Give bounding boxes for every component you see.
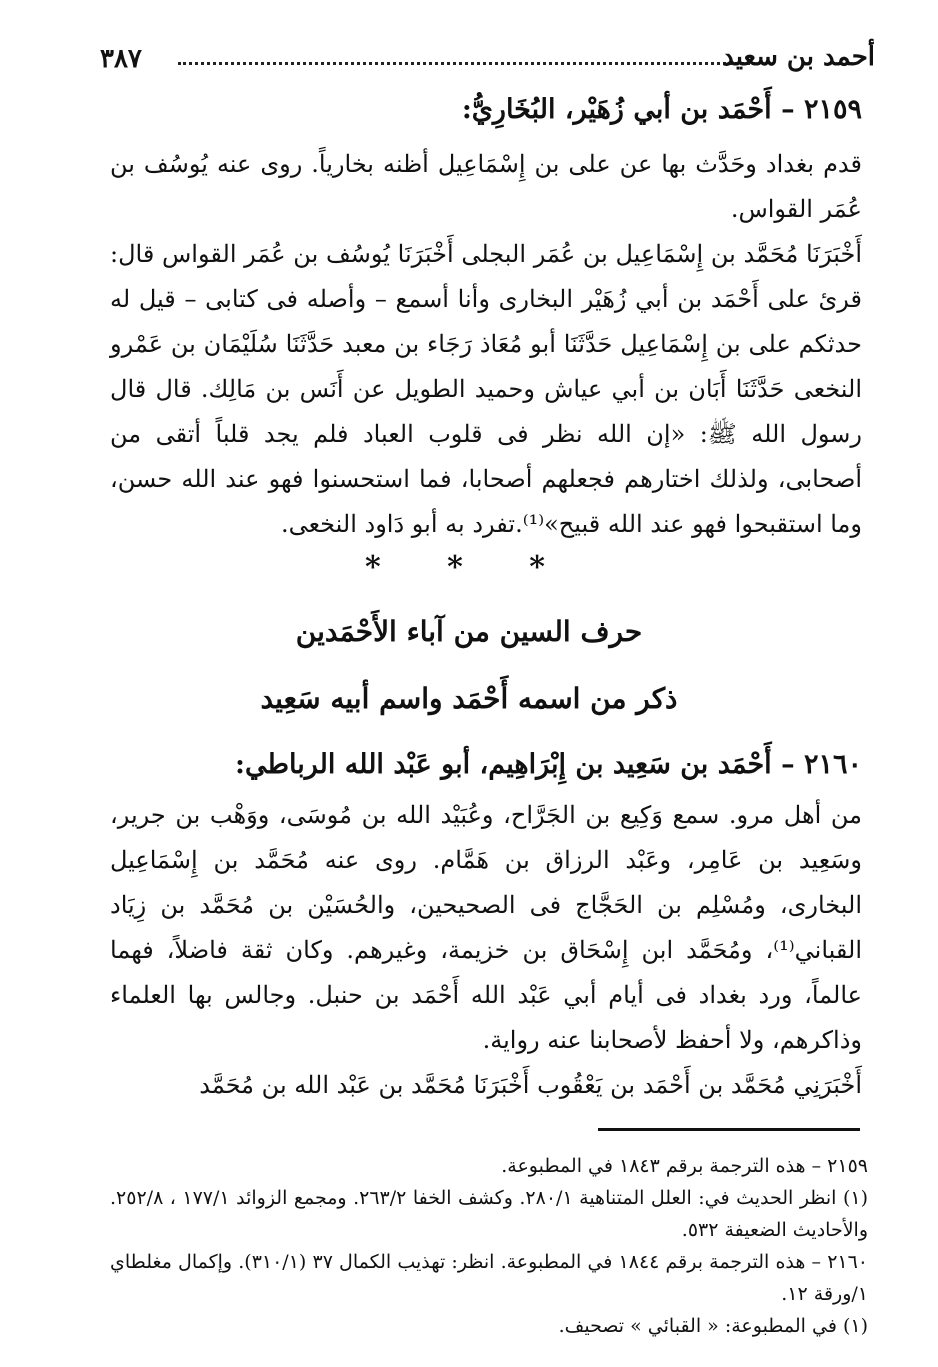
footnote: ٢١٦٠ – هذه الترجمة برقم ١٨٤٤ في المطبوعة. انظر: تهذيب الكمال ٣٧ (٣١٠/١). وإكمال مغلطاي ١/ورقة ١٢. <box>110 1251 869 1305</box>
footnote: (١) انظر الحديث في: العلل المتناهية ٢٨٠/١. وكشف الخفا ٢٦٣/٢. ومجمع الزوائد ١٧٧/١ ، ٢٥٢/٨. والأحاديث الضعيفة ٥٣٢. <box>110 1187 868 1241</box>
footnote: ٢١٥٩ – هذه الترجمة برقم ١٨٤٣ في المطبوعة. <box>501 1155 868 1177</box>
entry-title: ٢١٦٠ – أَحْمَد بن سَعِيد بن إِبْرَاهِيم، أبو عَبْد الله الرباطي: <box>235 749 862 780</box>
entry-body <box>110 793 862 1108</box>
page-number: ٣٨٧ <box>100 44 142 74</box>
entry-2160 <box>110 745 862 1108</box>
footnote: (١) في المطبوعة: « القبائي » تصحيف. <box>558 1315 868 1337</box>
sub-heading: ذكر من اسمه أَحْمَد واسم أبيه سَعِيد <box>260 682 678 715</box>
section-heading: حرف السين من آباء الأَحْمَدين <box>295 615 643 648</box>
header-dot-leader <box>178 62 755 65</box>
section-separator: * * * <box>365 550 573 585</box>
paragraph: أَخْبَرَنِي مُحَمَّد بن أَحْمَد بن يَعْقُوب أَخْبَرَنَا مُحَمَّد بن عَبْد الله بن مُحَمَّد <box>199 1071 862 1099</box>
entry-title: ٢١٥٩ – أَحْمَد بن أبي زُهَيْر، البُخَارِيُّ: <box>461 94 862 125</box>
footnote-rule <box>598 1128 860 1131</box>
running-title: أحمد بن سعيد <box>722 42 875 72</box>
page-header <box>100 40 875 80</box>
footnotes <box>110 1150 868 1342</box>
entry-body <box>110 142 862 547</box>
entry-2159 <box>110 90 862 547</box>
paragraph: قدم بغداد وحَدَّث بها عن على بن إِسْمَاعِيل أظنه بخارياً. روى عنه يُوسُف بن عُمَر القواس. <box>110 150 862 223</box>
paragraph: أَخْبَرَنَا مُحَمَّد بن إِسْمَاعِيل بن عُمَر البجلى أَخْبَرَنَا يُوسُف بن عُمَر القواس قال: قرئ على أَحْمَد بن أبي زُهَيْر البخارى وأنا أسمع – وأصله فى كتابى – قيل له حدثكم على بن إِسْمَاعِيل حَدَّثَنَا أبو مُعَاذ رَجَاء بن معبد حَدَّثَنَا سُلَيْمَان بن عَمْرو النخعى حَدَّثَنَا أَبَان بن أبي عياش وحميد الطويل عن أَنَس بن مَالِك. قال قال رسول الله ﷺ: «إن الله نظر فى قلوب العباد فلم يجد قلباً أتقى من أصحابى، ولذلك اختارهم فجعلهم أصحابا، فما استحسنوا فهو عند الله حسن، وما استقبحوا فهو عند الله قبيح»⁽¹⁾.تفرد به أبو دَاود النخعى. <box>110 240 862 538</box>
paragraph: من أهل مرو. سمع وَكِيع بن الجَرَّاح، وعُبَيْد الله بن مُوسَى، ووَهْب بن جرير، وسَعِيد بن عَامِر، وعَبْد الرزاق بن هَمَّام. روى عنه مُحَمَّد بن إِسْمَاعِيل البخارى، ومُسْلِم بن الحَجَّاج فى الصحيحين، والحُسَيْن بن مُحَمَّد بن زِيَاد القباني⁽¹⁾، ومُحَمَّد ابن إِسْحَاق بن خزيمة، وغيرهم. وكان ثقة فاضلاً، فهما عالماً، ورد بغداد فى أيام أبي عَبْد الله أَحْمَد بن حنبل. وجالس بها العلماء وذاكرهم، ولا أحفظ لأصحابنا عنه رواية. <box>110 801 863 1054</box>
